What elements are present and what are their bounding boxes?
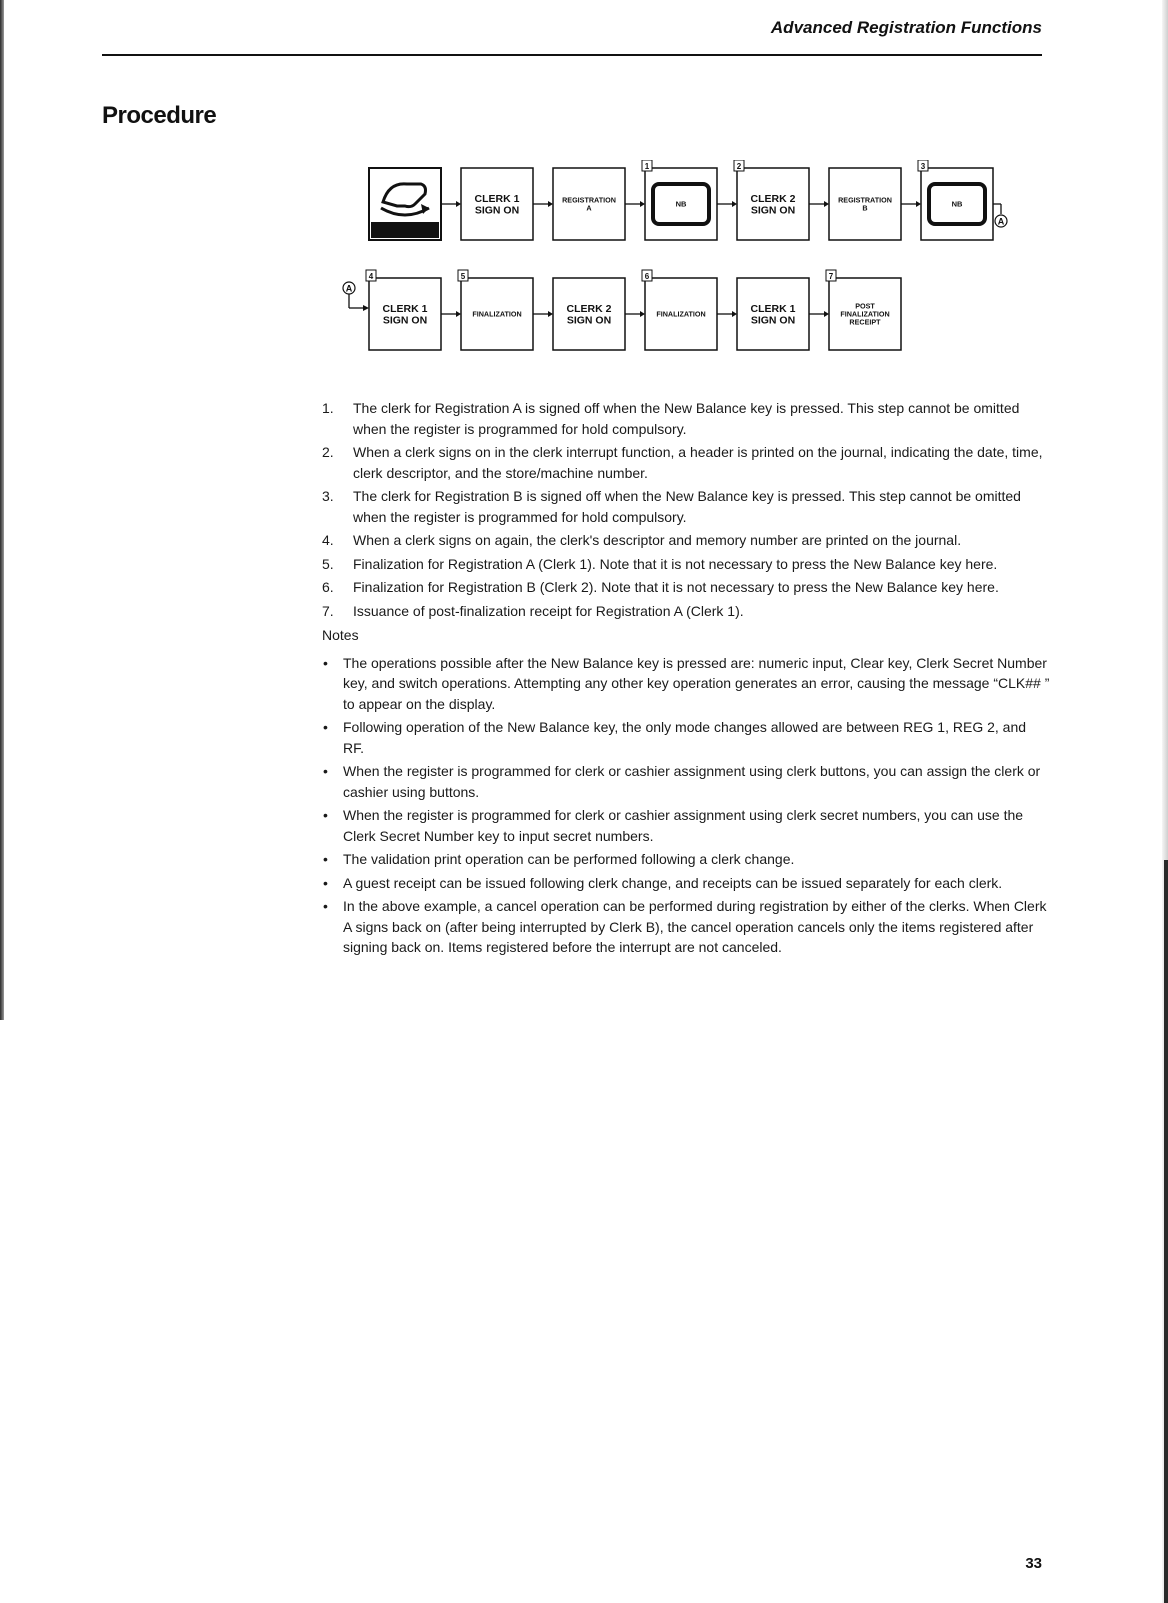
note-text: The operations possible after the New Balance key is pressed are: numeric input, Clear key, Clerk Secret Number key, and switch operations. Attempting any other key operation generates an error, causing the message “CLK## ” to appear on the display. [343,654,1050,712]
bullet-icon: • [323,654,328,671]
step-item [322,577,1050,598]
box-label-line: REGISTRATION [838,195,892,205]
step-text: The clerk for Registration B is signed off when the New Balance key is pressed. This step cannot be omitted when the register is programmed for hold compulsory. [353,488,1021,525]
step-item [322,554,1050,575]
box-label-line: RECEIPT [849,317,881,327]
bullet-icon: • [323,851,328,867]
note-item [322,896,1050,958]
step-item [322,398,1050,439]
step-text: When a clerk signs on in the clerk interrupt function, a header is printed on the journal, indicating the date, time, clerk descriptor, and the store/machine number. [353,444,1043,481]
box-label-line: SIGN ON [750,314,796,327]
step-number: 5. [322,555,334,572]
bullet-icon: • [323,874,328,891]
mode-switch-icon-base [371,222,439,238]
step-marker-number: 5 [460,272,466,281]
step-text: Issuance of post-finalization receipt for Registration A (Clerk 1). [353,602,744,619]
box-label-line: REGISTRATION [562,195,616,205]
box-label-line: SIGN ON [474,204,520,217]
box-label-line: FINALIZATION [656,309,706,319]
step-text: Finalization for Registration B (Clerk 2). Note that it is not necessary to press the New Balance key here. [353,579,999,595]
step-number: 1. [322,400,334,416]
note-text: When the register is programmed for clerk or cashier assignment using clerk buttons, you can assign the clerk or cashier using buttons. [343,763,1041,800]
step-text: The clerk for Registration A is signed off when the New Balance key is pressed. This step cannot be omitted when the register is programmed for hold compulsory. [353,400,1020,437]
page-number: 33 [1025,1555,1042,1572]
note-item [322,717,1050,758]
connector-label: A [345,283,353,294]
step-item [322,442,1050,483]
procedure-flow-diagram [340,160,1060,365]
box-label-line: A [586,203,592,213]
step-number: 4. [322,532,334,548]
bullet-icon: • [323,898,328,914]
note-text: The validation print operation can be performed following a clerk change. [343,851,795,867]
connector-label: A [997,216,1005,227]
box-label-line: CLERK 2 [566,302,612,315]
procedure-content [322,398,1050,961]
scan-right-edge-dark [1164,860,1168,1603]
bullet-icon: • [323,763,328,779]
box-label-line: B [862,203,868,213]
box-label-line: CLERK 1 [382,302,428,315]
scan-left-edge [0,0,4,1020]
note-text: Following operation of the New Balance key, the only mode changes allowed are between REG 1, REG 2, and RF. [343,719,1027,756]
note-item [322,805,1050,846]
step-text: Finalization for Registration A (Clerk 1). Note that it is not necessary to press the New Balance key here. [353,555,998,572]
step-marker-number: 7 [828,272,834,281]
box-label-line: FINALIZATION [840,309,890,319]
note-text: When the register is programmed for clerk or cashier assignment using clerk secret numbers, you can use the Clerk Secret Number key to input secret numbers. [343,807,1024,844]
step-item [322,486,1050,527]
step-marker-number: 4 [368,272,374,281]
section-title: Procedure [102,102,217,129]
bullet-icon: • [323,719,328,735]
note-item [322,761,1050,802]
notes-label: Notes [322,627,359,643]
step-marker-number: 1 [644,162,650,171]
step-text: When a clerk signs on again, the clerk's descriptor and memory number are printed on the journal. [353,532,962,548]
box-label-line: CLERK 1 [750,302,796,315]
box-label-line: POST [855,301,875,311]
step-item [322,530,1050,551]
step-marker-number: 6 [644,272,650,281]
step-marker-number: 2 [736,162,742,171]
step-list [322,398,1050,621]
box-label-line: SIGN ON [750,204,796,217]
step-marker-number: 3 [920,162,926,171]
box-label-line: CLERK 2 [750,192,796,205]
box-label-line: CLERK 1 [474,192,520,205]
note-text: A guest receipt can be issued following clerk change, and receipts can be issued separately for each clerk. [343,874,1003,891]
notes-list [322,653,1050,958]
note-item [322,873,1050,894]
box-label-line: SIGN ON [382,314,428,327]
step-number: 7. [322,602,334,619]
box-label-line: FINALIZATION [472,309,522,319]
step-number: 6. [322,579,334,595]
running-header: Advanced Registration Functions [770,18,1042,37]
step-number: 2. [322,444,334,460]
step-item [322,601,1050,622]
box-label-line: NB [675,199,687,209]
box-label-line: NB [951,199,963,209]
box-label-line: SIGN ON [566,314,612,327]
note-text: In the above example, a cancel operation can be performed during registration by either of the clerks. When Clerk A signs back on (after being interrupted by Clerk B), the cancel operation cancels only the items registered after signing back on. Items registered before the interrupt are not canceled. [343,898,1047,955]
bullet-icon: • [323,807,328,823]
step-number: 3. [322,488,334,504]
note-item [322,653,1050,715]
header-rule [102,54,1042,56]
note-item [322,849,1050,870]
